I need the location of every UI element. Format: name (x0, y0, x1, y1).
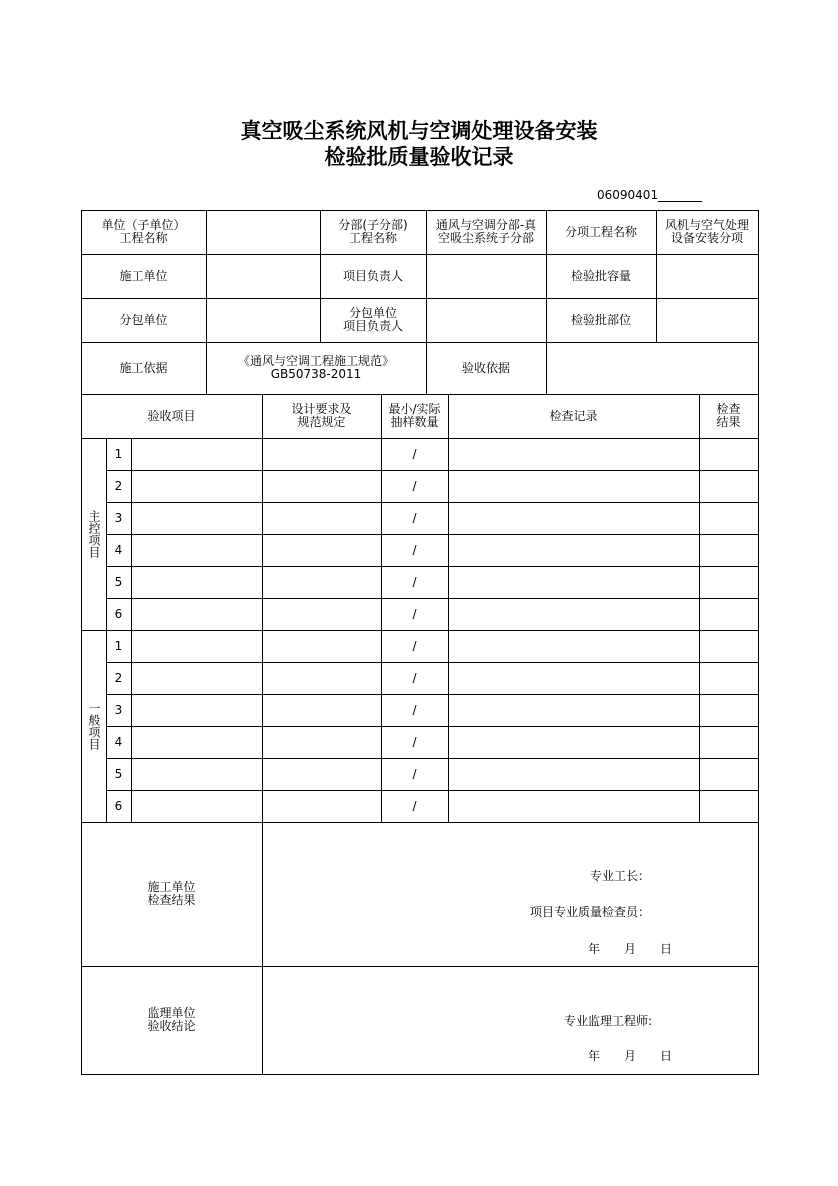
main-row-record-field[interactable] (448, 470, 699, 502)
main-row-result-field[interactable] (699, 438, 758, 470)
acceptance-basis-label: 验收依据 (461, 360, 510, 375)
unit-label: 单位（子单位） 工程名称 (101, 218, 186, 245)
main-row-result-field[interactable] (699, 598, 758, 630)
main-row-design-field[interactable] (262, 502, 381, 534)
general-row-sample[interactable]: / (412, 734, 417, 749)
general-row-item-field[interactable] (131, 726, 262, 758)
general-row-record-field[interactable] (448, 662, 699, 694)
inspector-label: 项目专业质量检查员： (529, 904, 650, 919)
general-row-item-field[interactable] (131, 630, 262, 662)
general-row-item-field[interactable] (131, 790, 262, 822)
main-row-sample[interactable]: / (412, 574, 417, 589)
section-label-main: 主控项目 (87, 510, 101, 558)
main-row-result-field[interactable] (699, 470, 758, 502)
supervisor-check-label: 监理单位 验收结论 (147, 1006, 196, 1033)
main-row-design-field[interactable] (262, 598, 381, 630)
general-row-result-field[interactable] (699, 630, 758, 662)
general-row-result-field[interactable] (699, 662, 758, 694)
main-row-number: 2 (114, 478, 123, 493)
general-row-number: 1 (114, 638, 123, 653)
rule-horizontal (81, 1074, 759, 1075)
capacity-value-field[interactable] (656, 254, 758, 298)
general-row-design-field[interactable] (262, 726, 381, 758)
subitem-value[interactable]: 风机与空气处理 设备安装分项 (664, 218, 749, 245)
general-row-sample[interactable]: / (412, 766, 417, 781)
main-row-item-field[interactable] (131, 598, 262, 630)
main-row-result-field[interactable] (699, 534, 758, 566)
general-row-number: 2 (114, 670, 123, 685)
pm-value-field[interactable] (426, 254, 546, 298)
column-header-result: 检查 结果 (716, 402, 741, 429)
supervising-engineer-label: 专业监理工程师: (563, 1013, 652, 1028)
contractor-check-label: 施工单位 检查结果 (147, 880, 196, 907)
general-row-number: 6 (114, 798, 123, 813)
sub-pm-value-field[interactable] (426, 298, 546, 342)
section-label-general: 一般项目 (87, 702, 101, 750)
general-row-record-field[interactable] (448, 726, 699, 758)
general-row-design-field[interactable] (262, 630, 381, 662)
capacity-label: 检验批容量 (570, 268, 631, 283)
pm-label: 项目负责人 (342, 268, 403, 283)
foreman-label: 专业工长： (589, 868, 650, 883)
subitem-label: 分项工程名称 (564, 224, 637, 239)
main-row-design-field[interactable] (262, 470, 381, 502)
unit-value-field[interactable] (206, 210, 320, 254)
general-row-record-field[interactable] (448, 630, 699, 662)
division-value[interactable]: 通风与空调分部-真 空吸尘系统子分部 (435, 218, 537, 245)
column-header-sample: 最小/实际 抽样数量 (388, 402, 441, 429)
general-row-result-field[interactable] (699, 726, 758, 758)
main-row-item-field[interactable] (131, 438, 262, 470)
general-row-sample[interactable]: / (412, 670, 417, 685)
main-row-sample[interactable]: / (412, 446, 417, 461)
general-row-item-field[interactable] (131, 694, 262, 726)
main-row-sample[interactable]: / (412, 542, 417, 557)
general-row-sample[interactable]: / (412, 702, 417, 717)
main-row-design-field[interactable] (262, 566, 381, 598)
form-title-line1: 真空吸尘系统风机与空调处理设备安装 (240, 118, 598, 143)
general-row-design-field[interactable] (262, 694, 381, 726)
main-row-item-field[interactable] (131, 502, 262, 534)
basis-label: 施工依据 (119, 360, 168, 375)
main-row-result-field[interactable] (699, 566, 758, 598)
rule-vertical (758, 210, 759, 1075)
column-header-design: 设计要求及 规范规定 (291, 402, 352, 429)
contractor-date: 年 月 日 (587, 941, 672, 956)
main-row-record-field[interactable] (448, 566, 699, 598)
general-row-item-field[interactable] (131, 758, 262, 790)
form-code-value: 06090401 (597, 188, 659, 202)
column-header-record: 检查记录 (549, 408, 598, 423)
main-row-record-field[interactable] (448, 438, 699, 470)
main-row-number: 6 (114, 606, 123, 621)
location-value-field[interactable] (656, 298, 758, 342)
general-row-design-field[interactable] (262, 790, 381, 822)
main-row-item-field[interactable] (131, 470, 262, 502)
main-row-sample[interactable]: / (412, 510, 417, 525)
general-row-record-field[interactable] (448, 694, 699, 726)
main-row-number: 3 (114, 510, 123, 525)
general-row-record-field[interactable] (448, 790, 699, 822)
location-label: 检验批部位 (570, 312, 631, 327)
general-row-sample[interactable]: / (412, 798, 417, 813)
main-row-sample[interactable]: / (412, 478, 417, 493)
subcontractor-label: 分包单位 (119, 312, 168, 327)
general-row-design-field[interactable] (262, 662, 381, 694)
basis-value[interactable]: 《通风与空调工程施工规范》 GB50738-2011 (237, 354, 394, 381)
general-row-result-field[interactable] (699, 790, 758, 822)
general-row-record-field[interactable] (448, 758, 699, 790)
general-row-number: 5 (114, 766, 123, 781)
general-row-design-field[interactable] (262, 758, 381, 790)
form-code-underline[interactable] (658, 190, 702, 202)
division-label: 分部(子分部) 工程名称 (338, 218, 408, 245)
main-row-sample[interactable]: / (412, 606, 417, 621)
main-row-result-field[interactable] (699, 502, 758, 534)
main-row-number: 1 (114, 446, 123, 461)
general-row-number: 3 (114, 702, 123, 717)
main-row-record-field[interactable] (448, 502, 699, 534)
main-row-design-field[interactable] (262, 438, 381, 470)
form-title-line2: 检验批质量验收记录 (324, 144, 514, 169)
main-row-number: 4 (114, 542, 123, 557)
main-row-record-field[interactable] (448, 534, 699, 566)
contractor-label: 施工单位 (119, 268, 168, 283)
general-row-result-field[interactable] (699, 758, 758, 790)
column-header-item: 验收项目 (147, 408, 196, 423)
main-row-number: 5 (114, 574, 123, 589)
main-row-item-field[interactable] (131, 566, 262, 598)
contractor-value-field[interactable] (206, 254, 320, 298)
main-row-record-field[interactable] (448, 598, 699, 630)
general-row-sample[interactable]: / (412, 638, 417, 653)
form-code (597, 188, 702, 202)
supervisor-date: 年 月 日 (587, 1048, 672, 1063)
main-row-item-field[interactable] (131, 534, 262, 566)
general-row-number: 4 (114, 734, 123, 749)
main-row-design-field[interactable] (262, 534, 381, 566)
general-row-item-field[interactable] (131, 662, 262, 694)
subcontractor-value-field[interactable] (206, 298, 320, 342)
sub-pm-label: 分包单位 项目负责人 (342, 306, 403, 333)
general-row-result-field[interactable] (699, 694, 758, 726)
acceptance-basis-value-field[interactable] (546, 342, 758, 394)
